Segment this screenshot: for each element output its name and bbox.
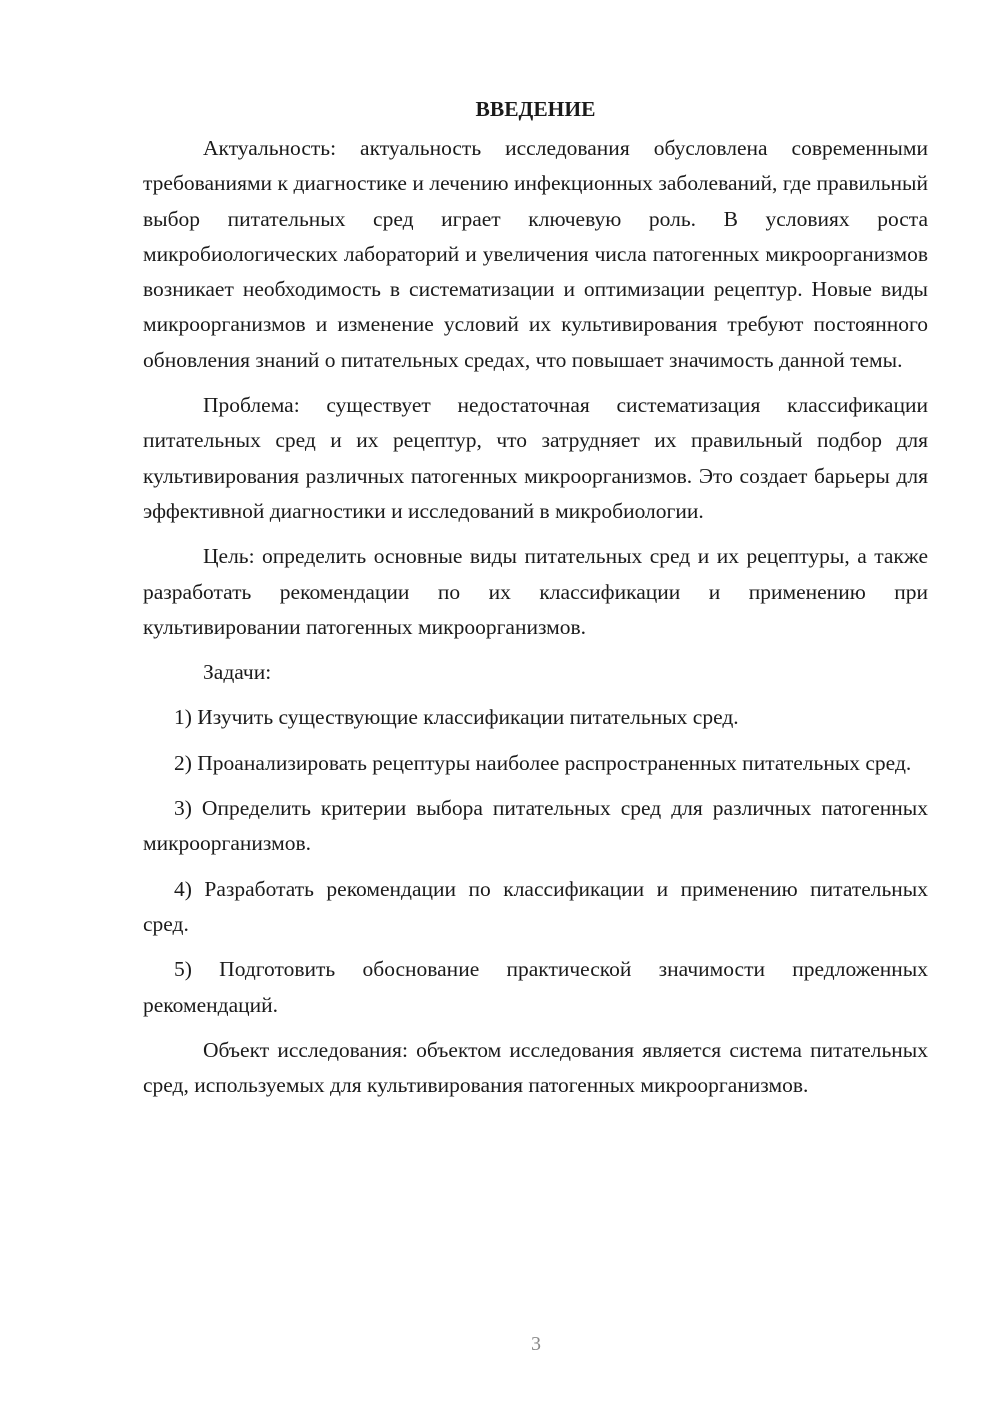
paragraph-problem: Проблема: существует недостаточная систематизация классификации питательных сред и их рецептур, что затрудняет их правильный подбор для культивирования различных патогенных микроорганизмов. Это создает барьеры для эффективной диагностики и исследований в микробиологии. bbox=[143, 393, 928, 523]
document-page bbox=[143, 92, 928, 1113]
task-item-5: 5) Подготовить обоснование практической значимости предложенных рекомендаций. bbox=[143, 957, 928, 1017]
task-item-2: 2) Проанализировать рецептуры наиболее распространенных питательных сред. bbox=[174, 750, 912, 775]
paragraph-goal: Цель: определить основные виды питательных сред и их рецептуры, а также разработать рекомендации по их классификации и применению при культивировании патогенных микроорганизмов. bbox=[143, 544, 928, 639]
task-item-4: 4) Разработать рекомендации по классификации и применению питательных сред. bbox=[143, 876, 928, 936]
paragraph-relevance: Актуальность: актуальность исследования обусловлена современными требованиями к диагностике и лечению инфекционных заболеваний, где правильный выбор питательных сред играет ключевую роль. В условиях роста микробиологических лабораторий и увеличения числа патогенных микроорганизмов возникает необходимость в систематизации и оптимизации рецептур. Новые виды микроорганизмов и изменение условий их культивирования требуют постоянного обновления знаний о питательных средах, что повышает значимость данной темы. bbox=[143, 136, 928, 372]
tasks-label: Задачи: bbox=[203, 660, 272, 685]
page-number: 3 bbox=[531, 1333, 541, 1355]
task-item-1: 1) Изучить существующие классификации питательных сред. bbox=[174, 705, 739, 730]
task-item-3: 3) Определить критерии выбора питательных сред для различных патогенных микроорганизмов. bbox=[143, 796, 928, 856]
section-heading: ВВЕДЕНИЕ bbox=[475, 97, 596, 121]
paragraph-object: Объект исследования: объектом исследования является система питательных сред, используемых для культивирования патогенных микроорганизмов. bbox=[143, 1037, 928, 1098]
